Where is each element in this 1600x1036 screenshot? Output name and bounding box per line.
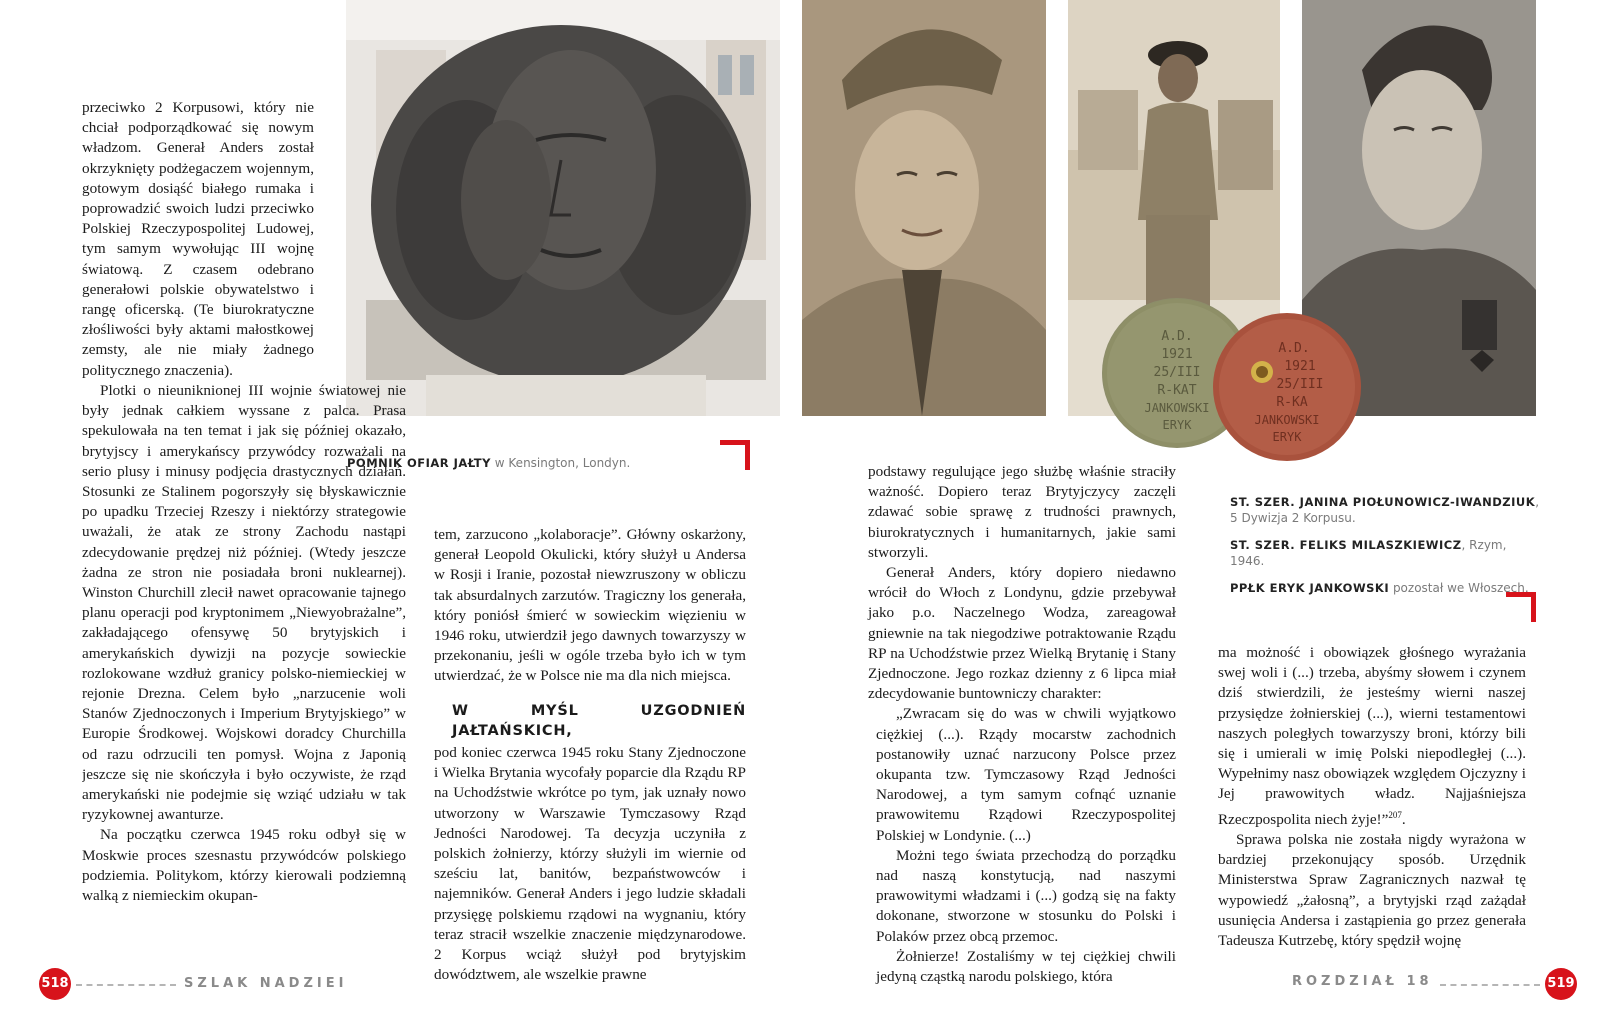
page-number-left: 518: [39, 968, 71, 1000]
svg-text:A.D.: A.D.: [1278, 341, 1310, 356]
footer-dash-left: [76, 984, 176, 986]
svg-text:JANKOWSKI: JANKOWSKI: [1254, 413, 1320, 427]
svg-text:ERYK: ERYK: [1162, 418, 1192, 432]
svg-text:1921: 1921: [1161, 347, 1193, 362]
caption-feliks: ST. SZER. FELIKS MILASZKIEWICZ, Rzym, 1946.: [1230, 538, 1507, 568]
footer-dash-right: [1440, 984, 1540, 986]
photo-janina: [802, 0, 1046, 416]
svg-text:ERYK: ERYK: [1272, 430, 1302, 444]
photo-yalta-monument: [346, 0, 780, 416]
paragraph: tem, zarzucono „kolaboracje”. Główny oskarżony, generał Leopold Okulicki, który służył u Andersa w Rosji i Iranie, pozostał niewzruszony w obliczu tak absurdalnych zarzutów. Tragiczny los generała, który poniósł śmierć w sowieckim więzieniu w 1946 roku, utwierdził jego dawnych towarzyszy w przekonaniu, jeśli w ogóle trzeba było ich w tym utwierdzać, że w Polsce nie ma dla nich miejsca.: [434, 526, 746, 685]
page-number-right: 519: [1545, 968, 1577, 1000]
svg-text:25/III: 25/III: [1153, 365, 1201, 380]
running-title-right: ROZDZIAŁ 18: [1292, 974, 1433, 989]
paragraph: podstawy regulujące jego służbę właśnie straciły ważność. Dopiero teraz Brytyjczycy zaczęli zdawać sobie sprawę z trudności prawnych, biurokratycznych i humanitarnych, jakie sami stworzyli.: [868, 463, 1176, 561]
text-column-1-bottom: [82, 381, 406, 926]
caption-bold: POMNIK OFIAR JAŁTY: [347, 456, 491, 470]
text-column-1-top: [82, 98, 314, 381]
svg-text:R-KAT: R-KAT: [1157, 383, 1197, 398]
svg-text:JANKOWSKI: JANKOWSKI: [1144, 401, 1210, 415]
svg-text:R-KA: R-KA: [1276, 395, 1308, 410]
paragraph: Sprawa polska nie została nigdy wyrażona w bardziej przekonujący sposób. Urzędnik Ministerstwa Spraw Zagranicznych nazwał tę wypowiedź „żałosną”, a brytyjski rząd zażądał usunięcia Andersa i zastąpienia go przez generała Tadeusza Kutrzebę, który spędził wojnę: [1218, 830, 1526, 949]
text-column-2: [434, 525, 746, 985]
paragraph: pod koniec czerwca 1945 roku Stany Zjednoczone i Wielka Brytania wycofały poparcie dla Rządu RP na Uchodźstwie wkrótce po tym, jak uznały nowo utworzony w Warszawie Tymczasowy Rząd Jedności Narodowej. Ta decyzja uczyniła z polskich żołnierzy, którzy służyli im wiernie od sześciu lat, banitów, bezpaństwowców i najemników. Generał Anders i jego ludzie składali przysięgę polskiemu rządowi na wygnaniu, który teraz stracił wszelkie znaczenie międzynarodowe. 2 Korpus wciąż służył pod brytyjskim dowództwem, ale wszelkie prawne: [434, 744, 746, 984]
dog-tag-red: [1212, 312, 1362, 462]
caption-rest: w Kensington, Londyn.: [490, 456, 631, 470]
paragraph: przeciwko 2 Korpusowi, który nie chciał podporządkować się nowym władzom. Generał Anders został okrzyknięty podżegaczem wojennym, gotowym dosiąść białego rumaka i poprowadzić swoich ludzi przeciwko Polskiej Rzeczypospolitej Ludowej, tym samym wywołując III wojnę światową. Z czasem odebrano generałowi polskie obywatelstwo i rangę oficerską. (Te biurokratyczne złośliwości były aktami małostkowej zemsty, ale nie miały żadnego politycznego znaczenia).: [82, 99, 314, 379]
text-column-3: [868, 462, 1176, 987]
paragraph: Plotki o nieuniknionej III wojnie światowej nie były jednak całkiem wyssane z palca. Prasa spekulowała na ten temat i jak się później okazało, brytyjscy i amerykańscy przywódcy rozważali na serio plusy i minusy podjęcia drastycznych działań. Stosunki ze Stalinem pogorszyły się błyskawicznie po upadku Trzeciej Rzeszy i niektórzy strategowie uważali, że atak ze strony Zachodu nastąpi zdecydowanie prędzej niż później. (Wtedy jeszcze żadna ze stron nie posiadała broni nuklearnej). Winston Churchill zlecił nawet opracowanie tajnego planu operacji pod kryptonimem „Niewyobrażalne”, zakładającego ofensywę 50 brytyjskich i amerykańskich dywizji na pozycje sowieckie rozlokowane wzdłuż granicy polsko-niemieckiej w rejonie Drezna. Celem było „narzucenie woli Stanów Zjednoczonych i Imperium Brytyjskiego” w Europie Środkowej. Wojskowi doradcy Churchilla od razu odrzucili ten pomysł. Wojna z Japonią jeszcze się nie skończyła i było oczywiste, że rząd amerykański nie podejmie się wziąć udziału w tak ryzykownej awanturze.: [82, 382, 406, 824]
running-title-left: SZLAK NADZIEI: [184, 976, 348, 991]
quote-paragraph: „Zwracam się do was w chwili wyjątkowo ciężkiej (...). Rządy mocarstw zachodnich postanowiły uznać narzucony Polsce przez okupanta tzw. Tymczasowy Rząd Jedności Narodowej, a tym samym cofnąć uznanie prawowitemu Rządowi Rzeczypospolitej Polskiej w Londynie. (...): [876, 705, 1176, 844]
svg-text:25/III: 25/III: [1276, 377, 1324, 392]
footnote-ref: 207: [1388, 809, 1402, 820]
quote-paragraph: Żołnierze! Zostaliśmy w tej ciężkiej chwili jedyną cząstką narodu polskiego, która: [876, 947, 1176, 986]
quote-paragraph: ma możność i obowiązek głośnego wyrażania swej woli i (...) trzeba, abyśmy słowem i czynem dziś stwierdzili, że jesteśmy wierni naszej przysiędze żołnierskiej (...), wierni testamentowi naszych poległych towarzyszy broni, którzy bili się i umierali w imię Polski niepodległej (...). Wypełnimy nasz obowiązek względem Ojczyzny i Jej prawowitych władz. Najjaśniejsza Rzeczpospolita niech żyje!”$^{207}$.: [1218, 644, 1526, 828]
section-heading: W MYŚL UZGODNIEŃ JAŁTAŃSKICH,: [452, 702, 746, 739]
paragraph: Na początku czerwca 1945 roku odbył się w Moskwie proces szesnastu przywódców polskiego podziemia. Politykom, którzy kierowali podziemną walką z niemieckim okupan-: [82, 826, 406, 905]
text-column-4: [1218, 643, 1526, 951]
svg-text:A.D.: A.D.: [1161, 329, 1193, 344]
paragraph: Generał Anders, który dopiero niedawno wrócił do Włoch z Londynu, gdzie przebywał jako p.o. Naczelnego Wodza, zareagował gniewnie na tak niegodziwe potraktowanie Rządu RP na Uchodźstwie przez Wielką Brytanię i Stany Zjednoczone. Jego rozkaz dzienny z 6 lipca miał zdecydowanie buntowniczy charakter:: [868, 564, 1176, 703]
caption-eryk: PPŁK ERYK JANKOWSKI pozostał we Włoszech.: [1230, 581, 1529, 595]
svg-text:1921: 1921: [1284, 359, 1316, 374]
caption-janina: ST. SZER. JANINA PIOŁUNOWICZ-IWANDZIUK, 5 Dywizja 2 Korpusu.: [1230, 495, 1540, 525]
captions-portraits: [1230, 494, 1540, 607]
quote-paragraph: Możni tego świata przechodzą do porządku nad naszą konstytucją, nad naszymi prawowitymi władzami i (...) godzą się na fakty dokonane, stworzone w stosunku do Polski i Polaków przez obcą przemoc.: [876, 846, 1176, 945]
